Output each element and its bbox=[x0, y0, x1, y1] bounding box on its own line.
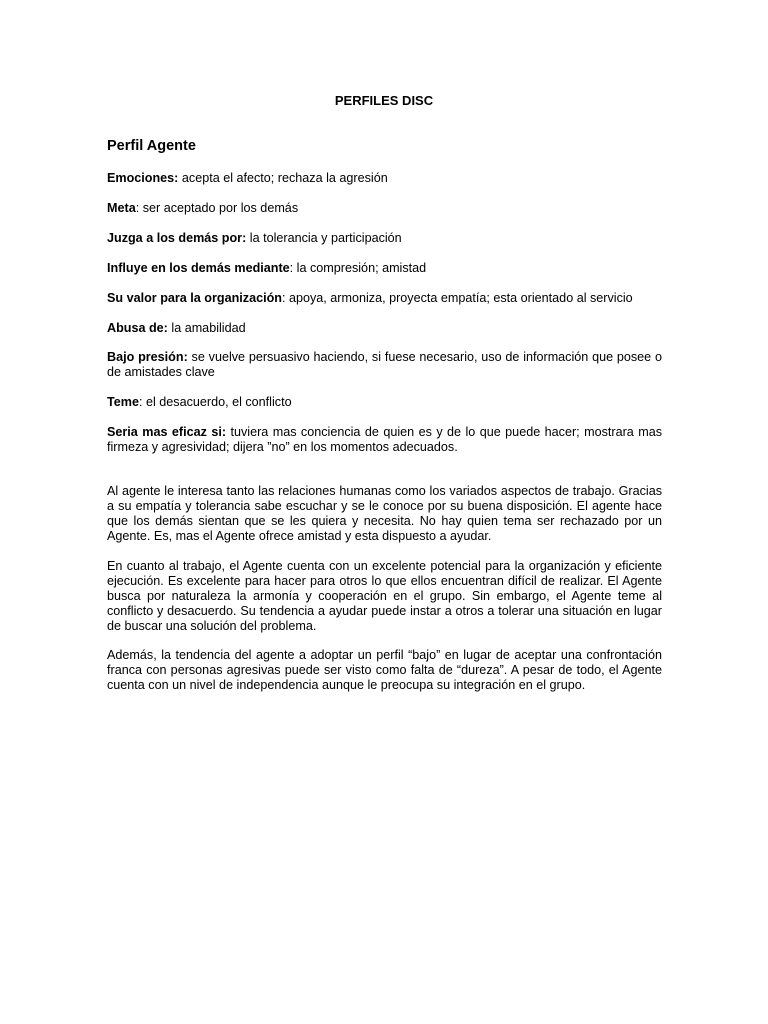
field-value: tuviera mas conciencia de quien es y de lo que puede hacer; mostrara mas firmeza y agresividad; dijera ”no” en los momentos adecuados. bbox=[107, 425, 662, 454]
field-label: Abusa de: bbox=[107, 321, 168, 335]
field-value: acepta el afecto; rechaza la agresión bbox=[178, 171, 388, 185]
field-bajo-presion bbox=[107, 350, 662, 380]
field-label: Seria mas eficaz si: bbox=[107, 425, 227, 439]
field-value: : apoya, armoniza, proyecta empatía; esta orientado al servicio bbox=[281, 291, 633, 305]
paragraph: En cuanto al trabajo, el Agente cuenta con un excelente potencial para la organización y eficiente ejecución. Es excelente para hacer para otros lo que ellos encuentran difícil de realizar. El Agente busca por naturaleza la armonía y cooperación en el grupo. Sin embargo, el Agente teme al conflicto y desacuerdo. Su tendencia a ayudar puede instar a otros a tolerar una situación en lugar de buscar una solución del problema. bbox=[107, 559, 662, 633]
field-label: Juzga a los demás por: bbox=[107, 231, 247, 245]
field-value: : ser aceptado por los demás bbox=[135, 201, 299, 215]
field-juzga bbox=[107, 231, 662, 246]
field-value: la amabilidad bbox=[167, 321, 246, 335]
profile-heading: Perfil Agente bbox=[107, 138, 196, 154]
field-value: se vuelve persuasivo haciendo, si fuese necesario, uso de información que posee o de amistades clave bbox=[107, 350, 662, 379]
paragraph: Además, la tendencia del agente a adoptar un perfil “bajo” en lugar de aceptar una confrontación franca con personas agresivas puede ser visto como falta de “dureza”. A pesar de todo, el Agente cuenta con un nivel de independencia aunque le preocupa su integración en el grupo. bbox=[107, 648, 662, 692]
field-label: Emociones: bbox=[107, 171, 179, 185]
field-influye bbox=[107, 261, 662, 276]
field-meta bbox=[107, 201, 662, 216]
field-label: Influye en los demás mediante bbox=[107, 261, 290, 275]
field-abusa bbox=[107, 321, 662, 336]
field-teme bbox=[107, 395, 662, 410]
field-label: Teme bbox=[107, 395, 139, 409]
field-value: : el desacuerdo, el conflicto bbox=[138, 395, 292, 409]
field-value: la tolerancia y participación bbox=[246, 231, 402, 245]
field-valor bbox=[107, 291, 662, 306]
document-title: PERFILES DISC bbox=[334, 93, 434, 108]
field-seria-mas-eficaz bbox=[107, 425, 662, 455]
paragraph: Al agente le interesa tanto las relaciones humanas como los variados aspectos de trabajo. Gracias a su empatía y tolerancia sabe escuchar y se le conoce por su buena disposición. El agente hace que los demás sientan que se les quiera y necesita. No hay quien tema ser rechazado por un Agente. Es, mas el Agente ofrece amistad y esta dispuesto a ayudar. bbox=[107, 484, 662, 543]
field-label: Bajo presión: bbox=[107, 350, 188, 364]
field-emociones bbox=[107, 171, 662, 186]
field-value: : la compresión; amistad bbox=[289, 261, 427, 275]
field-label: Meta bbox=[107, 201, 136, 215]
field-label: Su valor para la organización bbox=[107, 291, 282, 305]
